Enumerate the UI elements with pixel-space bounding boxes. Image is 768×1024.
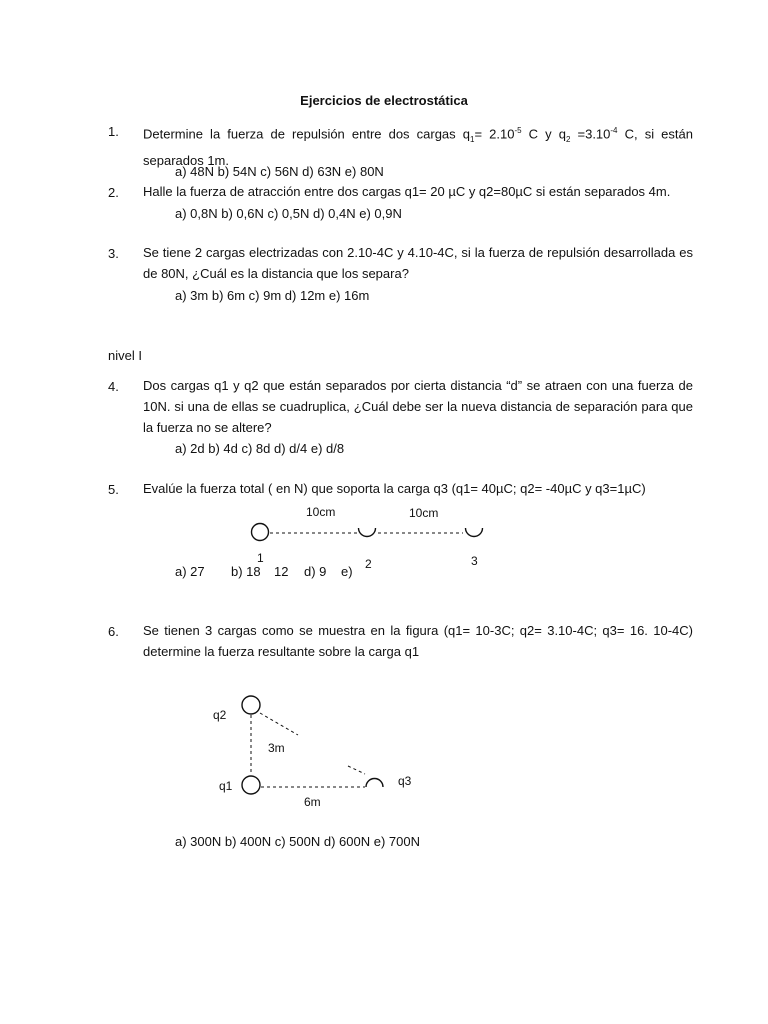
problem-2-options: a) 0,8N b) 0,6N c) 0,5N d) 0,4N e) 0,9N [175, 206, 402, 221]
problem-3-text: Se tiene 2 cargas electrizadas con 2.10-4C y 4.10-4C, si la fuerza de repulsión desarrollada es de 80N, ¿Cuál es la distancia que los separa? [143, 245, 693, 281]
charge-label-3: 3 [471, 554, 478, 568]
problem-5-option-c: 12 [274, 564, 289, 579]
problem-1-number: 1. [108, 124, 119, 139]
charge-label-2: 2 [365, 557, 372, 571]
problem-2-number: 2. [108, 185, 119, 200]
problem-5-option-d: d) 9 [304, 564, 327, 579]
charge-label-1: 1 [257, 551, 264, 565]
horizontal-distance-label: 6m [304, 795, 321, 809]
charge-q3-circle [366, 779, 383, 788]
q3-label: q3 [398, 774, 412, 788]
problem-3-number: 3. [108, 246, 119, 261]
distance-label-1: 10cm [306, 505, 336, 519]
problem-6-text: Se tienen 3 cargas como se muestra en la figura (q1= 10-3C; q2= 3.10-4C; q3= 16. 10-4C) determine la fuerza resultante sobre la carga q1 [143, 623, 693, 659]
problem-4-number: 4. [108, 379, 119, 394]
problem-5-option-b: b) 18 [231, 564, 261, 579]
q2-label: q2 [213, 708, 227, 722]
section-label: nivel I [108, 348, 142, 363]
page-title: Ejercicios de electrostática [300, 93, 468, 108]
problem-5-option-a: a) 27 [175, 564, 205, 579]
problem-4-text: Dos cargas q1 y q2 que están separados por cierta distancia “d” se atraen con una fuerza de 10N. si una de ellas se cuadruplica, ¿Cuál debe ser la nueva distancia de separación para que la fuerza no se altere? [143, 378, 693, 435]
vertical-distance-label: 3m [268, 741, 285, 755]
problem-6-number: 6. [108, 624, 119, 639]
problem-3-options: a) 3m b) 6m c) 9m d) 12m e) 16m [175, 288, 370, 303]
charge-q2-circle [242, 696, 260, 714]
problem-1-text: Determine la fuerza de repulsión entre dos cargas $q_1= 2.10^{-5}$ C y $q_2 =3.10^{-4}$ C, si están separados 1m. [143, 126, 693, 168]
dashed-line-q2-diagonal [260, 713, 298, 735]
distance-label-2: 10cm [409, 506, 439, 520]
q1-label: q1 [219, 779, 233, 793]
dashed-line-q3-diagonal [348, 766, 365, 774]
problem-2-text: Halle la fuerza de atracción entre dos cargas q1= 20 µC y q2=80µC si están separados 4m. [143, 184, 671, 199]
problem-6-options: a) 300N b) 400N c) 500N d) 600N e) 700N [175, 834, 420, 849]
problem-5-number: 5. [108, 482, 119, 497]
problem-5-text: Evalúe la fuerza total ( en N) que soporta la carga q3 (q1= 40µC; q2= -40µC y q3=1µC) [143, 481, 646, 496]
problem-4-options: a) 2d b) 4d c) 8d d) d/4 e) d/8 [175, 441, 345, 456]
charge-q1-circle [242, 776, 260, 794]
problem-5-option-e: e) [341, 564, 353, 579]
problem-1-options: a) 48N b) 54N c) 56N d) 63N e) 80N [175, 164, 384, 179]
